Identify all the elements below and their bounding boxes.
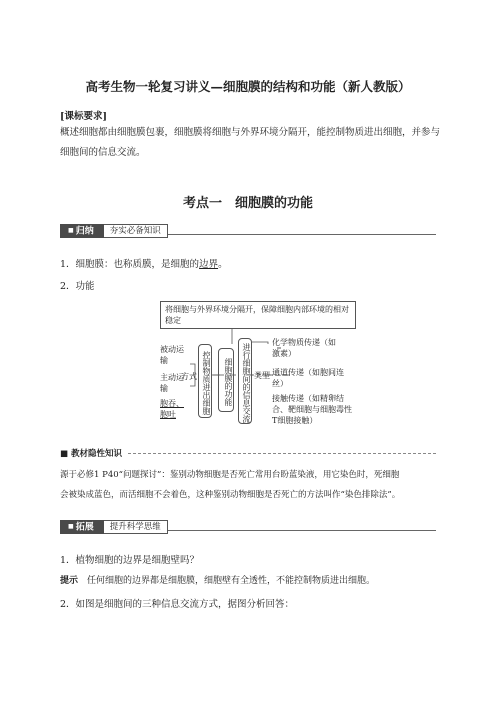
item-2: 2．功能 (60, 281, 95, 292)
hint-text: 任何细胞的边界都是细胞膜，细胞壁有全透性，不能控制物质进出细胞。 (87, 576, 376, 586)
divider (168, 530, 436, 531)
contact-transmission: 接触传递（如精卵结合、靶细胞与细胞毒性T细胞接触） (272, 394, 352, 425)
top-box: 将细胞与外界环境分隔开，保障细胞内部环境的相对稳定 (160, 301, 356, 329)
question-1: 1．植物细胞的边界是细胞壁吗？ (60, 555, 200, 566)
center-box: 细胞膜的功能 (218, 348, 234, 412)
control-box: 控制物质进出细胞 (198, 344, 212, 418)
item-1-suffix: 。 (218, 259, 228, 270)
document-title: 高考生物一轮复习讲义—细胞膜的结构和功能（新人教版） (85, 79, 411, 94)
communication-box: 进行细胞间的信息交流 (238, 338, 252, 424)
active-transport-label: 主动运输 (160, 373, 184, 393)
chemical-transmission: 化学物质传递（如激素） (272, 338, 336, 358)
question-2: 2．如图是细胞间的三种信息交流方式，据图分析回答： (60, 599, 295, 610)
divider (168, 234, 436, 235)
type-label: 类型 (254, 371, 270, 380)
function-diagram (150, 298, 366, 436)
passive-transport-label: 被动运输 (160, 345, 184, 365)
requirement-text-2: 细胞间的信息交流。 (60, 147, 146, 158)
way-label: 方式 (181, 372, 197, 381)
hidden-knowledge-label: ■ 教材隐性知识 (60, 449, 122, 459)
requirement-text-1: 概述细胞都由细胞膜包裹，细胞膜将细胞与外界环境分隔开，能控制物质进出细胞，并参与 (60, 127, 441, 138)
summary-bar (60, 224, 436, 238)
item-1 (60, 256, 228, 270)
dashed-divider (128, 453, 436, 454)
channel-transmission: 通道传递（如胞间连丝） (272, 368, 344, 388)
endocytosis-label: 胞吞、胞吐 (160, 399, 184, 419)
hidden-text-1: 源于必修1 P40“问题探讨”：鉴别动物细胞是否死亡常用台盼蓝染液，用它染色时，死细胞 (60, 470, 400, 480)
hint-label: 提示 (60, 576, 79, 586)
requirement-label: [课标要求] (60, 111, 107, 122)
item-1-prefix: 1．细胞膜：也称质膜，是细胞的 (60, 259, 200, 270)
summary-tag: ■ 归纳 (60, 224, 104, 238)
section-title: 考点一 细胞膜的功能 (182, 196, 313, 211)
hidden-text-2: 会被染成蓝色，而活细胞不会着色，这种鉴别动物细胞是否死亡的方法叫作“染色排除法”。 (60, 490, 401, 500)
extension-tag: ■ 拓展 (60, 520, 104, 534)
item-1-underlined: 边界 (199, 259, 219, 270)
extension-bar (60, 520, 436, 534)
hint (60, 573, 440, 586)
extension-subtitle: 提升科学思维 (104, 520, 168, 534)
summary-subtitle: 夯实必备知识 (104, 224, 168, 238)
hidden-knowledge-heading (60, 447, 436, 459)
